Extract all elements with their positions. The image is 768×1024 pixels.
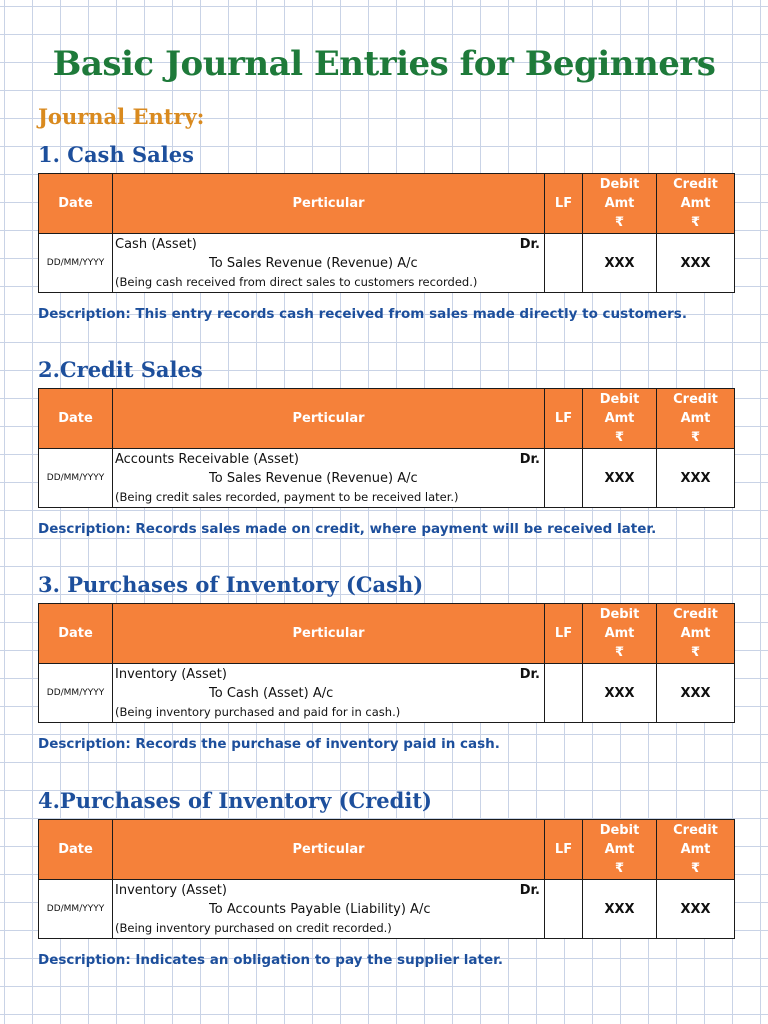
entry-description: Description: Records sales made on credit, where payment will be received later. (38, 521, 657, 537)
debit-account: Accounts Receivable (Asset) (115, 452, 299, 467)
entry-credit-amount: XXX (657, 880, 735, 939)
rupee-symbol: ₹ (690, 430, 701, 445)
header-credit-line: Amt (680, 411, 711, 426)
header-credit-line: Credit (673, 823, 718, 838)
entry-date: DD/MM/YYYY (39, 234, 113, 293)
header-credit-amount (657, 604, 735, 664)
header-debit-line: Debit (599, 392, 640, 407)
journal-table (38, 388, 735, 508)
header-credit-line: Credit (673, 607, 718, 622)
subtitle: Journal Entry: (38, 104, 205, 129)
header-credit-amount (657, 389, 735, 449)
entry-lf (545, 449, 583, 508)
journal-entry-row (39, 234, 735, 293)
entry-credit-amount: XXX (657, 234, 735, 293)
header-debit-line: Amt (604, 626, 635, 641)
rupee-symbol: ₹ (614, 430, 625, 445)
journal-table (38, 819, 735, 939)
journal-entry-row (39, 880, 735, 939)
entry-debit-amount: XXX (583, 234, 657, 293)
entry-credit-amount: XXX (657, 449, 735, 508)
header-date: Date (39, 389, 113, 449)
header-debit-line: Amt (604, 411, 635, 426)
credit-account: To Sales Revenue (Revenue) A/c (209, 471, 418, 486)
entry-particular (113, 880, 545, 939)
debit-account: Inventory (Asset) (115, 667, 227, 682)
section-heading: 2.Credit Sales (38, 357, 203, 382)
header-particular: Perticular (113, 174, 545, 234)
debit-account: Inventory (Asset) (115, 883, 227, 898)
section-heading: 4.Purchases of Inventory (Credit) (38, 788, 432, 813)
entry-description: Description: Records the purchase of inventory paid in cash. (38, 736, 500, 752)
header-credit-line: Amt (680, 196, 711, 211)
debit-account: Cash (Asset) (115, 237, 197, 252)
narration: (Being inventory purchased on credit recorded.) (115, 921, 392, 935)
journal-header-row (39, 389, 735, 449)
header-date: Date (39, 174, 113, 234)
rupee-symbol: ₹ (690, 215, 701, 230)
header-debit-amount (583, 820, 657, 880)
header-debit-amount (583, 174, 657, 234)
credit-account: To Accounts Payable (Liability) A/c (209, 902, 431, 917)
header-date: Date (39, 820, 113, 880)
header-credit-amount (657, 174, 735, 234)
header-debit-line: Debit (599, 607, 640, 622)
rupee-symbol: ₹ (614, 861, 625, 876)
dr-label: Dr. (519, 667, 540, 682)
entry-description: Description: This entry records cash received from sales made directly to customers. (38, 306, 687, 322)
entry-particular (113, 234, 545, 293)
header-credit-amount (657, 820, 735, 880)
header-date: Date (39, 604, 113, 664)
entry-particular (113, 449, 545, 508)
header-lf: LF (545, 389, 583, 449)
entry-date: DD/MM/YYYY (39, 664, 113, 723)
section-heading: 1. Cash Sales (38, 142, 194, 167)
journal-header-row (39, 604, 735, 664)
entry-lf (545, 664, 583, 723)
entry-debit-amount: XXX (583, 449, 657, 508)
header-particular: Perticular (113, 604, 545, 664)
dr-label: Dr. (519, 452, 540, 467)
header-credit-line: Amt (680, 626, 711, 641)
header-particular: Perticular (113, 820, 545, 880)
header-debit-amount (583, 389, 657, 449)
credit-account: To Cash (Asset) A/c (209, 686, 334, 701)
journal-header-row (39, 174, 735, 234)
header-credit-line: Amt (680, 842, 711, 857)
narration: (Being credit sales recorded, payment to be received later.) (115, 490, 459, 504)
entry-description: Description: Indicates an obligation to pay the supplier later. (38, 952, 504, 968)
dr-label: Dr. (519, 883, 540, 898)
rupee-symbol: ₹ (614, 645, 625, 660)
journal-table (38, 173, 735, 293)
entry-date: DD/MM/YYYY (39, 880, 113, 939)
entry-date: DD/MM/YYYY (39, 449, 113, 508)
header-particular: Perticular (113, 389, 545, 449)
page-title: Basic Journal Entries for Beginners (52, 44, 716, 84)
header-credit-line: Credit (673, 177, 718, 192)
rupee-symbol: ₹ (690, 861, 701, 876)
narration: (Being cash received from direct sales to customers recorded.) (115, 275, 478, 289)
journal-header-row (39, 820, 735, 880)
header-debit-line: Amt (604, 842, 635, 857)
dr-label: Dr. (519, 237, 540, 252)
credit-account: To Sales Revenue (Revenue) A/c (209, 256, 418, 271)
entry-credit-amount: XXX (657, 664, 735, 723)
header-lf: LF (545, 174, 583, 234)
entry-lf (545, 234, 583, 293)
entry-debit-amount: XXX (583, 880, 657, 939)
rupee-symbol: ₹ (690, 645, 701, 660)
narration: (Being inventory purchased and paid for in cash.) (115, 705, 401, 719)
entry-debit-amount: XXX (583, 664, 657, 723)
entry-particular (113, 664, 545, 723)
section-heading: 3. Purchases of Inventory (Cash) (38, 572, 424, 597)
header-debit-amount (583, 604, 657, 664)
rupee-symbol: ₹ (614, 215, 625, 230)
header-lf: LF (545, 604, 583, 664)
header-debit-line: Amt (604, 196, 635, 211)
header-debit-line: Debit (599, 177, 640, 192)
header-credit-line: Credit (673, 392, 718, 407)
journal-entry-row (39, 664, 735, 723)
journal-table (38, 603, 735, 723)
journal-entry-row (39, 449, 735, 508)
header-debit-line: Debit (599, 823, 640, 838)
header-lf: LF (545, 820, 583, 880)
entry-lf (545, 880, 583, 939)
